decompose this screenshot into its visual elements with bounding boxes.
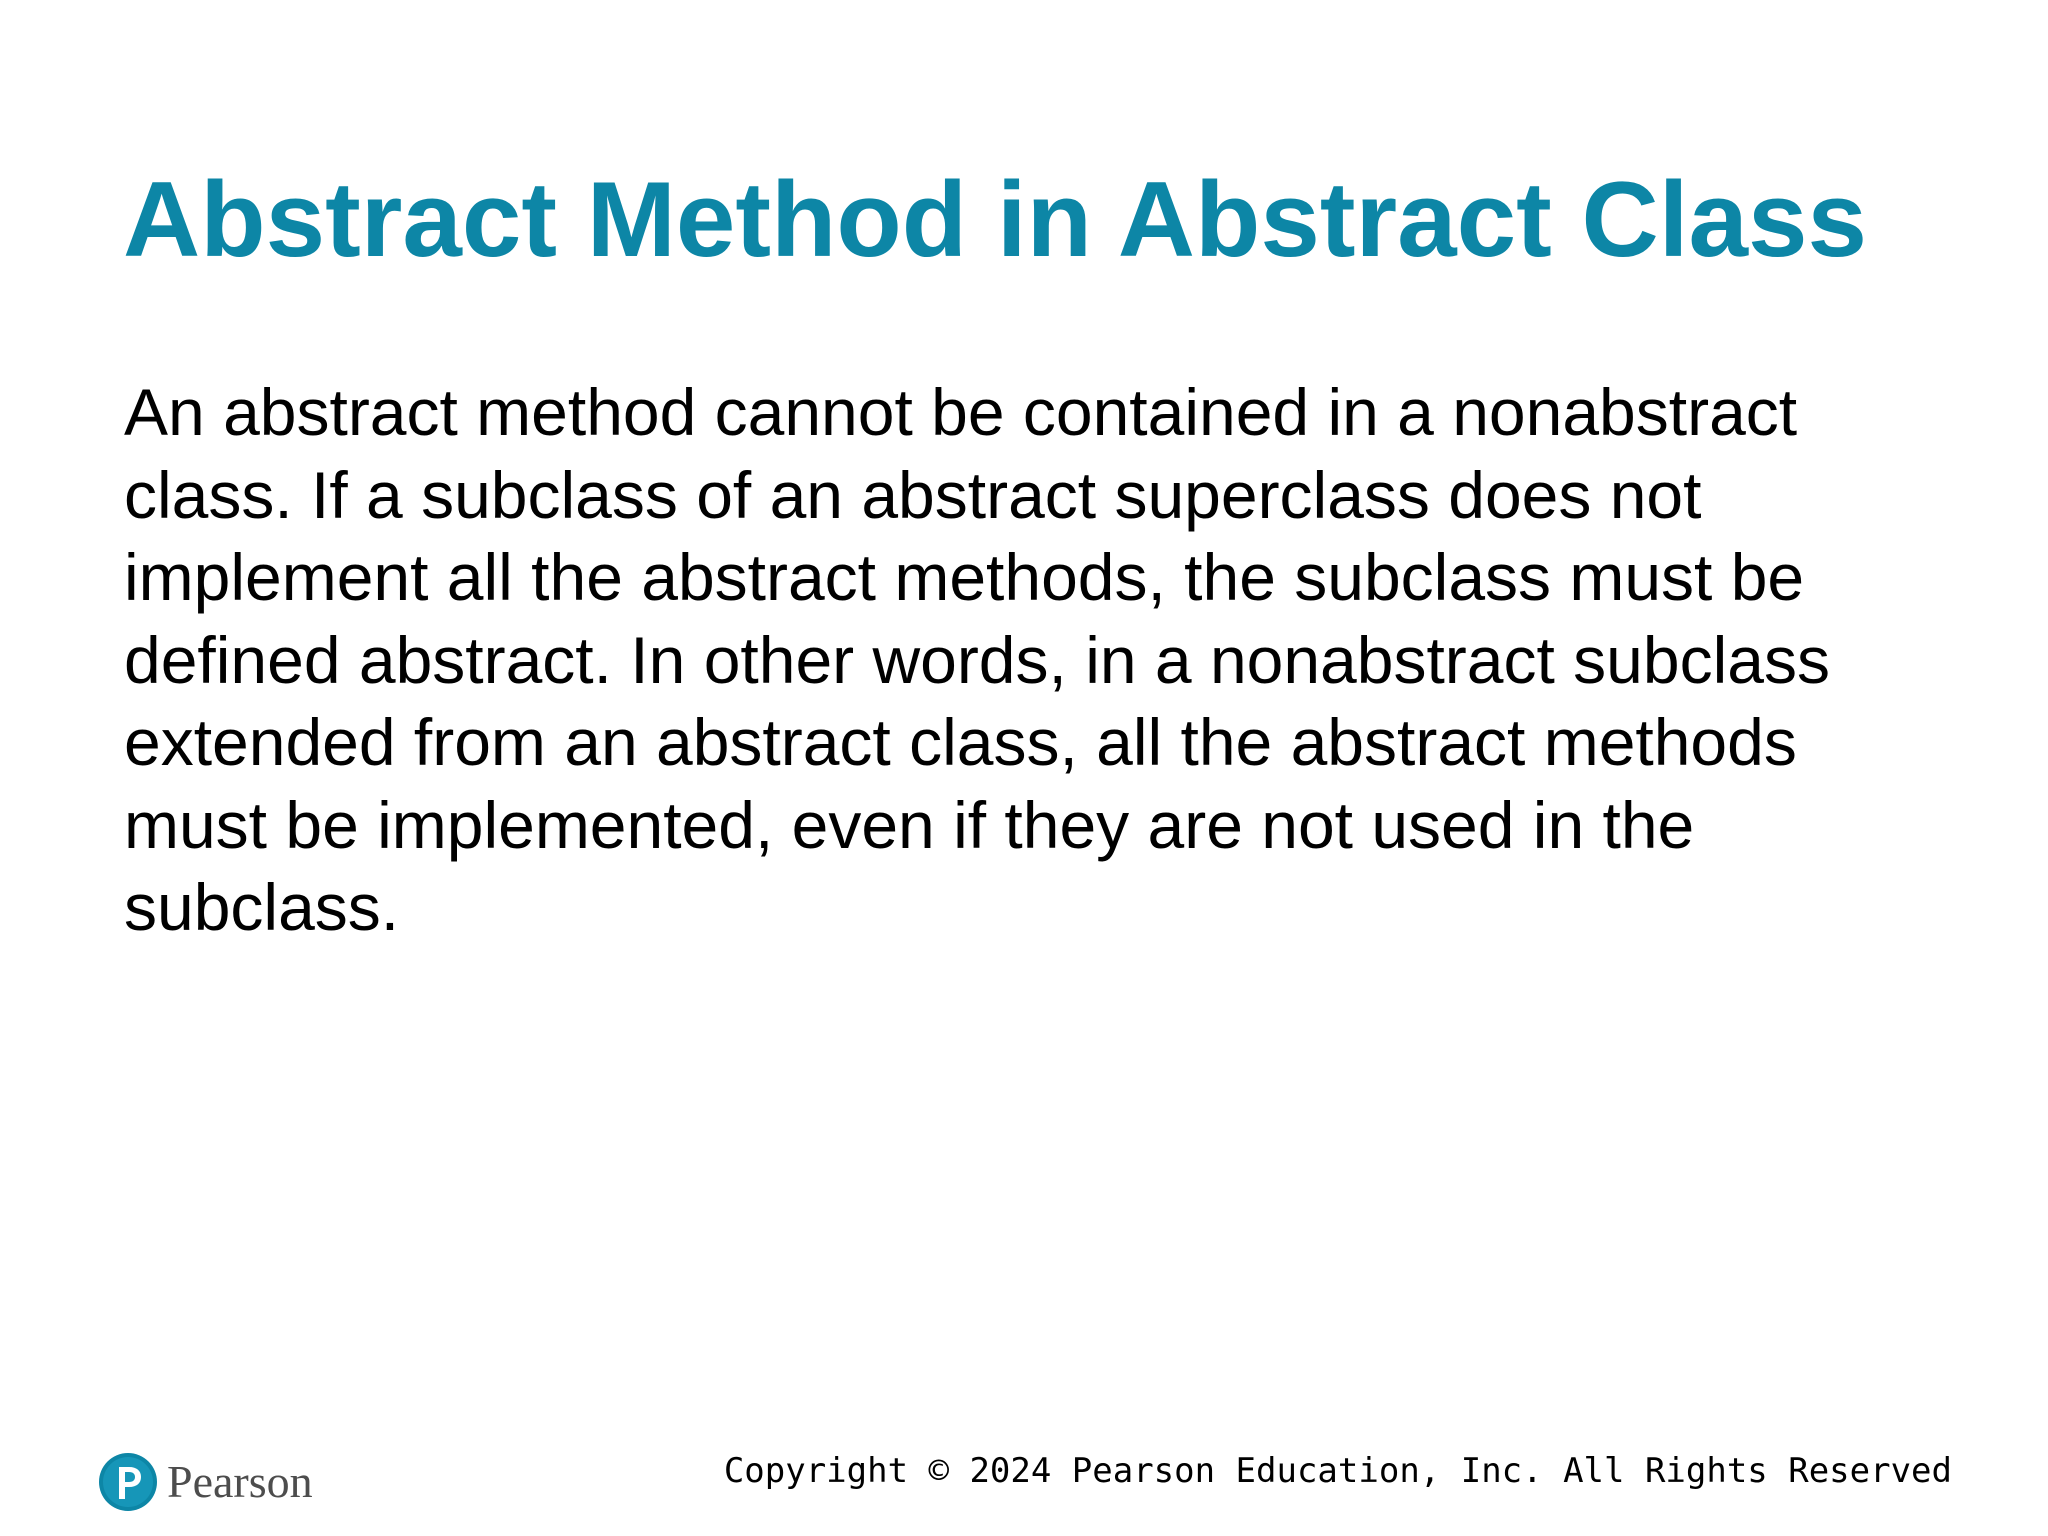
body-line: implement all the abstract methods, the subclass must be <box>124 540 1805 614</box>
slide-title: Abstract Method in Abstract Class <box>123 159 1868 279</box>
copyright-notice: Copyright © 2024 Pearson Education, Inc. All Rights Reserved <box>723 1451 1952 1491</box>
pearson-p-logo-icon <box>98 1452 158 1512</box>
body-line: must be implemented, even if they are not used in the <box>124 787 1695 862</box>
body-line: An abstract method cannot be contained in a nonabstract <box>124 375 1798 449</box>
body-line: subclass. <box>124 870 400 944</box>
pearson-logo-text: Pearson <box>167 1456 313 1507</box>
body-paragraph <box>124 371 1974 949</box>
body-line: defined abstract. In other words, in a nonabstract subclass <box>124 622 1830 697</box>
body-line: class. If a subclass of an abstract superclass does not <box>124 457 1702 532</box>
pearson-logo <box>98 1447 313 1517</box>
body-line: extended from an abstract class, all the abstract methods <box>124 705 1797 779</box>
